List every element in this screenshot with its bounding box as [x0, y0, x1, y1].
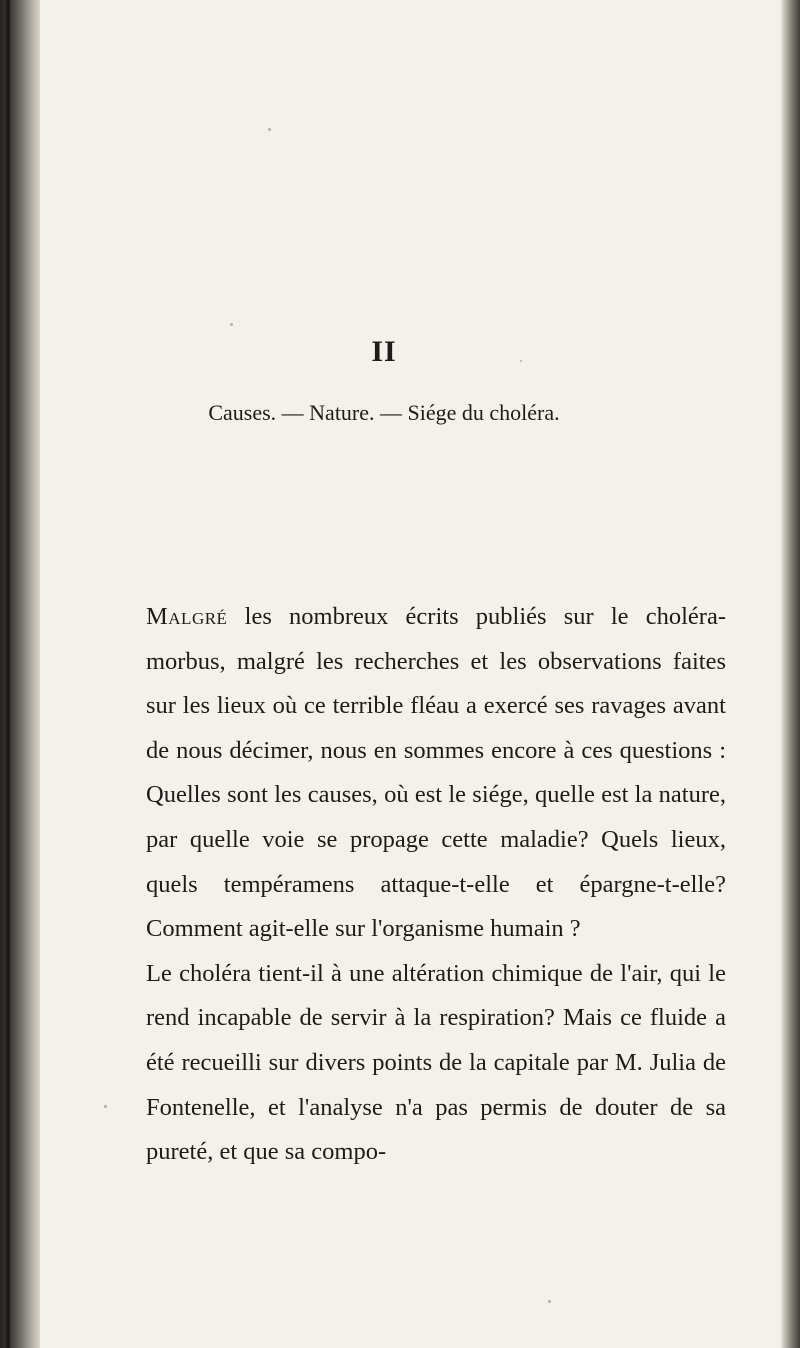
scan-edge-shadow-right — [780, 0, 800, 1348]
scan-binding-streak — [6, 0, 10, 1348]
chapter-summary: Causes. — Nature. — Siége du choléra. — [208, 400, 560, 425]
chapter-number: II — [371, 335, 397, 368]
paragraph-1 — [146, 595, 726, 952]
paragraph-2: Le choléra tient-il à une altération chimique de l'air, qui le rend incapable de servir à la respiration? Mais ce fluide a été recueilli sur divers points de la capitale par M. Julia de Fontenelle, et l'analyse n'a pas permis de douter de sa pureté, et que sa compo- — [146, 959, 726, 1166]
body-text — [146, 595, 726, 1175]
paragraph-1-text: les nombreux écrits publiés sur le choléra-morbus, malgré les recherches et les observations faites sur les lieux où ce terrible fléau a exercé ses ravages avant de nous décimer, nous en sommes encore à ces questions : Quelles sont les causes, où est le siége, quelle est la nature, par quelle voie se propage cette maladie? Quels lieux, quels tempéramens attaque-t-elle et épargne-t-elle? Comment agit-elle sur l'organisme humain ? — [146, 603, 726, 943]
paragraph-1-lead-word: Malgré — [146, 603, 228, 630]
book-page — [40, 0, 780, 1348]
